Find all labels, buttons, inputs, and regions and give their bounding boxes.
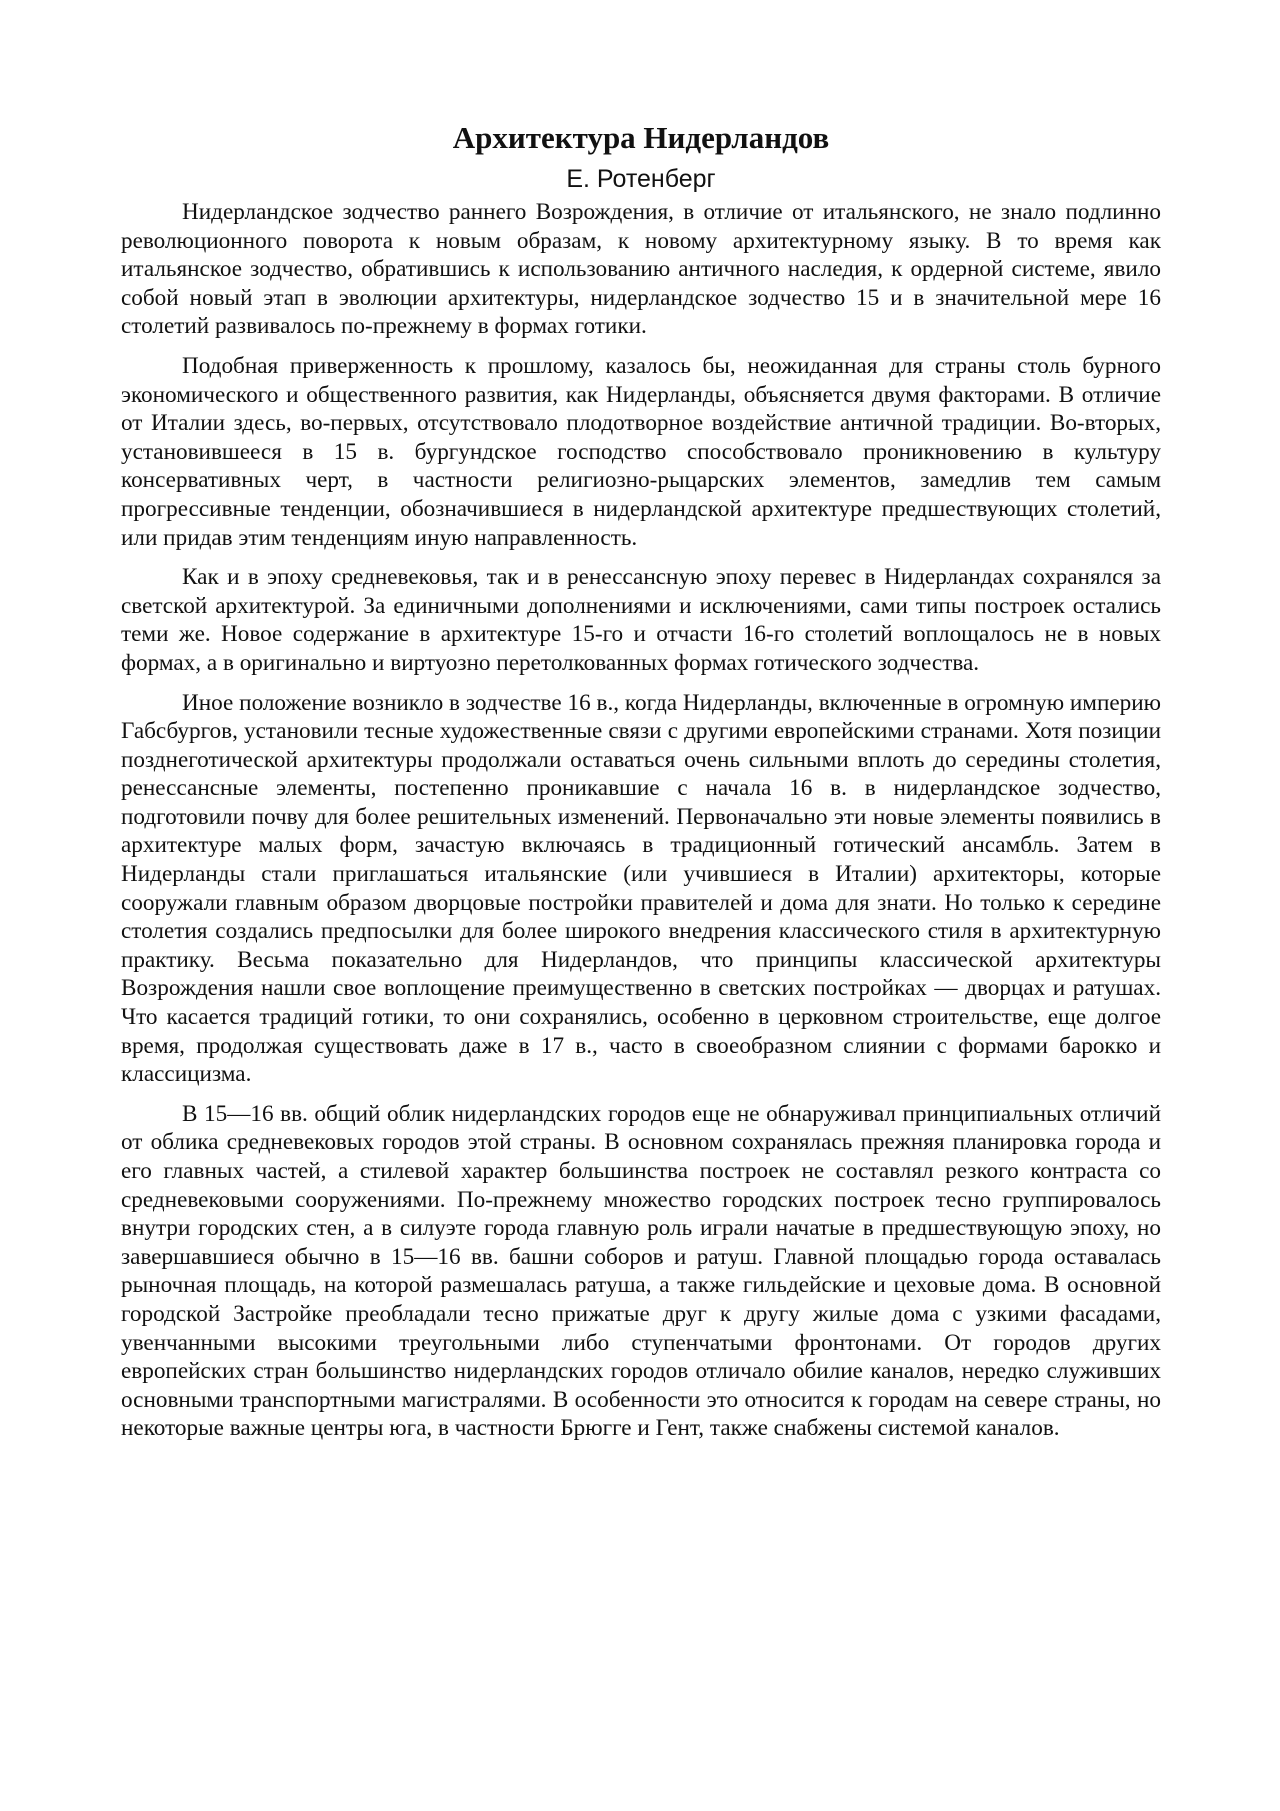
document-page [121, 118, 1161, 1454]
paragraph: В 15—16 вв. общий облик нидерландских городов еще не обнаруживал принципиальных отличий от облика средневековых городов этой страны. В основном сохранялась прежняя планировка города и его главных частей, а стилевой характер большинства построек не составлял резкого контраста со средневековыми сооружениями. По-прежнему множество городских построек тесно группировалось внутри городских стен, а в силуэте города главную роль играли начатые в предшествующую эпоху, но завершавшиеся обычно в 15—16 вв. башни соборов и ратуш. Главной площадью города оставалась рыночная площадь, на которой размешалась ратуша, а также гильдейские и цеховые дома. В основной городской Застройке преобладали тесно прижатые друг к другу жилые дома с узкими фасадами, увенчанными высокими треугольными либо ступенчатыми фронтонами. От городов других европейских стран большинство нидерландских городов отличало обилие каналов, нередко служивших основными транспортными магистралями. В особенности это относится к городам на севере страны, но некоторые важные центры юга, в частности Брюгге и Гент, также снабжены системой каналов. [121, 1100, 1161, 1442]
paragraph: Подобная приверженность к прошлому, казалось бы, неожиданная для страны столь бурного экономического и общественного развития, как Нидерланды, объясняется двумя факторами. В отличие от Италии здесь, во-первых, отсутствовало плодотворное воздействие античной традиции. Во-вторых, установившееся в 15 в. бургундское господство способствовало проникновению в культуру консервативных черт, в частности религиозно-рыцарских элементов, замедлив тем самым прогрессивные тенденции, обозначившиеся в нидерландской архитектуре предшествующих столетий, или придав этим тенденциям иную направленность. [121, 352, 1161, 551]
document-title: Архитектура Нидерландов [452, 120, 830, 155]
paragraph: Как и в эпоху средневековья, так и в ренессансную эпоху перевес в Нидерландах сохранялся за светской архитектурой. За единичными дополнениями и исключениями, сами типы построек остались теми же. Новое содержание в архитектуре 15-го и отчасти 16-го столетий воплощалось не в новых формах, а в оригинально и виртуозно перетолкованных формах готического зодчества. [121, 564, 1161, 676]
document-author: Е. Ротенберг [566, 165, 716, 193]
paragraph: Нидерландское зодчество раннего Возрождения, в отличие от итальянского, не знало подлинно революционного поворота к новым образам, к новому архитектурному языку. В то время как итальянское зодчество, обратившись к использованию античного наследия, к ордерной системе, явило собой новый этап в эволюции архитектуры, нидерландское зодчество 15 и в значительной мере 16 столетий развивалось по-прежнему в формах готики. [121, 199, 1161, 340]
paragraph: Иное положение возникло в зодчестве 16 в., когда Нидерланды, включенные в огромную империю Габсбургов, установили тесные художественные связи с другими европейскими странами. Хотя позиции позднеготической архитектуры продолжали оставаться очень сильными вплоть до середины столетия, ренессансные элементы, постепенно проникавшие с начала 16 в. в нидерландское зодчество, подготовили почву для более решительных изменений. Первоначально эти новые элементы появились в архитектуре малых форм, зачастую включаясь в традиционный готический ансамбль. Затем в Нидерланды стали приглашаться итальянские (или учившиеся в Италии) архитекторы, которые сооружали главным образом дворцовые постройки правителей и дома для знати. Но только к середине столетия создались предпосылки для более широкого внедрения классического стиля в архитектурную практику. Весьма показательно для Нидерландов, что принципы классической архитектуры Возрождения нашли свое воплощение преимущественно в светских постройках — дворцах и ратушах. Что касается традиций готики, то они сохранялись, особенно в церковном строительстве, еще долгое время, продолжая существовать даже в 17 в., часто в своеобразном слиянии с формами барокко и классицизма. [121, 689, 1161, 1088]
